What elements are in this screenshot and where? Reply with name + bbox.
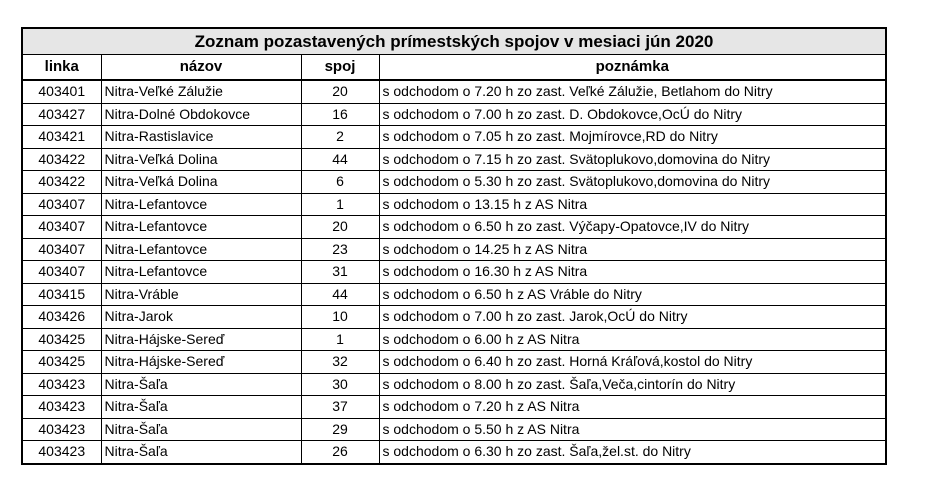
cell-spoj: 1 [301,193,379,216]
cell-nazov: Nitra-Lefantovce [101,216,301,239]
cell-nazov: Nitra-Lefantovce [101,193,301,216]
cell-spoj: 10 [301,306,379,329]
table-row [23,441,885,463]
table-row [23,171,885,194]
cell-spoj: 44 [301,148,379,171]
table-body [23,80,885,463]
cell-linka: 403423 [23,396,101,419]
cell-poznamka: s odchodom o 8.00 h zo zast. Šaľa,Veča,cintorín do Nitry [379,373,885,396]
cell-poznamka: s odchodom o 7.15 h zo zast. Svätoplukovo,domovina do Nitry [379,148,885,171]
table-row [23,238,885,261]
cell-spoj: 16 [301,103,379,126]
table-row [23,148,885,171]
cell-poznamka: s odchodom o 14.25 h z AS Nitra [379,238,885,261]
cell-nazov: Nitra-Šaľa [101,373,301,396]
cell-poznamka: s odchodom o 6.00 h z AS Nitra [379,328,885,351]
table-row [23,193,885,216]
cell-poznamka: s odchodom o 13.15 h z AS Nitra [379,193,885,216]
cell-spoj: 32 [301,351,379,374]
cell-poznamka: s odchodom o 6.30 h zo zast. Šaľa,žel.st. do Nitry [379,441,885,463]
suspended-connections-table [23,29,885,463]
cell-linka: 403407 [23,193,101,216]
table-row [23,80,885,103]
table-row [23,216,885,239]
cell-spoj: 26 [301,441,379,463]
cell-linka: 403426 [23,306,101,329]
table-title: Zoznam pozastavených prímestských spojov v mesiaci jún 2020 [23,29,885,55]
cell-spoj: 30 [301,373,379,396]
cell-spoj: 31 [301,261,379,284]
cell-nazov: Nitra-Vráble [101,283,301,306]
cell-nazov: Nitra-Lefantovce [101,238,301,261]
cell-spoj: 23 [301,238,379,261]
cell-nazov: Nitra-Šaľa [101,396,301,419]
cell-spoj: 20 [301,216,379,239]
cell-linka: 403407 [23,238,101,261]
table-row [23,126,885,149]
cell-linka: 403422 [23,171,101,194]
cell-nazov: Nitra-Veľká Dolina [101,148,301,171]
cell-linka: 403415 [23,283,101,306]
cell-poznamka: s odchodom o 6.50 h z AS Vráble do Nitry [379,283,885,306]
cell-poznamka: s odchodom o 7.20 h zo zast. Veľké Zálužie, Betlahom do Nitry [379,80,885,103]
table-row [23,306,885,329]
column-header-nazov: názov [101,55,301,81]
cell-spoj: 20 [301,80,379,103]
cell-poznamka: s odchodom o 7.20 h z AS Nitra [379,396,885,419]
cell-spoj: 29 [301,418,379,441]
cell-poznamka: s odchodom o 7.00 h zo zast. D. Obdokovce,OcÚ do Nitry [379,103,885,126]
cell-linka: 403401 [23,80,101,103]
table-row [23,328,885,351]
cell-nazov: Nitra-Lefantovce [101,261,301,284]
cell-nazov: Nitra-Šaľa [101,418,301,441]
cell-nazov: Nitra-Jarok [101,306,301,329]
table-row [23,103,885,126]
cell-linka: 403425 [23,328,101,351]
column-header-poznamka: poznámka [379,55,885,81]
cell-poznamka: s odchodom o 7.05 h zo zast. Mojmírovce,RD do Nitry [379,126,885,149]
cell-poznamka: s odchodom o 5.30 h zo zast. Svätoplukovo,domovina do Nitry [379,171,885,194]
cell-nazov: Nitra-Veľké Zálužie [101,80,301,103]
cell-nazov: Nitra-Hájske-Sereď [101,328,301,351]
cell-spoj: 6 [301,171,379,194]
cell-poznamka: s odchodom o 6.40 h zo zast. Horná Kráľová,kostol do Nitry [379,351,885,374]
cell-linka: 403423 [23,441,101,463]
table-row [23,418,885,441]
column-header-linka: linka [23,55,101,81]
cell-poznamka: s odchodom o 6.50 h zo zast. Výčapy-Opatovce,IV do Nitry [379,216,885,239]
cell-linka: 403423 [23,373,101,396]
cell-poznamka: s odchodom o 16.30 h z AS Nitra [379,261,885,284]
cell-nazov: Nitra-Veľká Dolina [101,171,301,194]
cell-linka: 403422 [23,148,101,171]
cell-nazov: Nitra-Šaľa [101,441,301,463]
cell-linka: 403427 [23,103,101,126]
cell-linka: 403407 [23,261,101,284]
cell-poznamka: s odchodom o 5.50 h z AS Nitra [379,418,885,441]
cell-spoj: 1 [301,328,379,351]
cell-linka: 403407 [23,216,101,239]
cell-poznamka: s odchodom o 7.00 h zo zast. Jarok,OcÚ do Nitry [379,306,885,329]
cell-spoj: 44 [301,283,379,306]
table-row [23,351,885,374]
title-row [23,29,885,55]
table-row [23,283,885,306]
column-header-spoj: spoj [301,55,379,81]
table-row [23,261,885,284]
cell-linka: 403425 [23,351,101,374]
table-row [23,373,885,396]
suspended-connections-table-frame [21,27,887,465]
cell-spoj: 37 [301,396,379,419]
cell-linka: 403423 [23,418,101,441]
cell-nazov: Nitra-Rastislavice [101,126,301,149]
cell-linka: 403421 [23,126,101,149]
column-header-row [23,55,885,81]
cell-nazov: Nitra-Hájske-Sereď [101,351,301,374]
cell-nazov: Nitra-Dolné Obdokovce [101,103,301,126]
cell-spoj: 2 [301,126,379,149]
table-row [23,396,885,419]
